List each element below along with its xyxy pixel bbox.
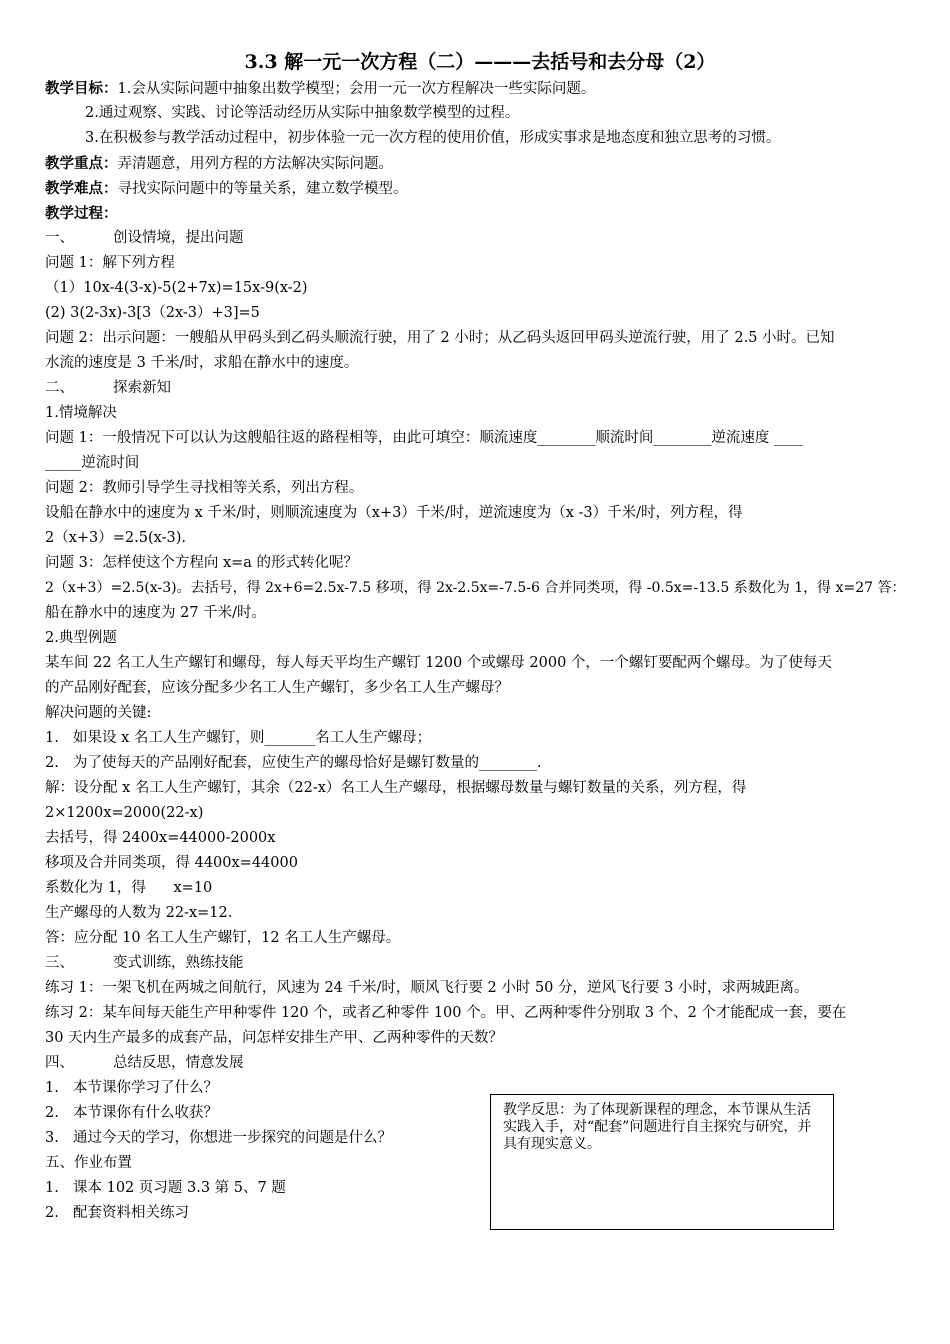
s1-equation-1: （1）10x-4(3-x)-5(2+7x)=15x-9(x-2) bbox=[45, 280, 308, 296]
list-text: 为了使每天的产品刚好配套，应使生产的螺母恰好是螺钉数量的________. bbox=[73, 755, 542, 771]
section-1-number: 一、 bbox=[45, 230, 74, 246]
s2-question-1a: 问题 1：一般情况下可以认为这艘船往返的路程相等，由此可填空：顺流速度________顺流时间________逆流速度 ____ bbox=[45, 430, 803, 446]
section-2-heading bbox=[45, 376, 915, 401]
s2-step-4: 系数化为 1，得 x=10 bbox=[45, 880, 213, 896]
difficulty-text: 寻找实际问题中的等量关系，建立数学模型。 bbox=[117, 181, 408, 197]
list-number: 1. bbox=[45, 1080, 59, 1096]
keypoint-line bbox=[45, 151, 915, 176]
list-text: 课本 102 页习题 3.3 第 5、7 题 bbox=[73, 1180, 286, 1196]
s2-step-1: 2×1200x=2000(22-x) bbox=[45, 805, 204, 821]
section-2-title: 探索新知 bbox=[113, 380, 171, 396]
goal-3: 3.在积极参与教学活动过程中，初步体验一元一次方程的使用价值，形成实事求是地态度和独立思考的习惯。 bbox=[85, 130, 781, 146]
difficulty-line bbox=[45, 176, 915, 201]
list-number: 2. bbox=[45, 1205, 59, 1221]
s2-solution-1: 2（x+3）=2.5(x-3)。去括号，得 2x+6=2.5x-7.5 移项，得 2x-2.5x=-7.5-6 合并同类项，得 -0.5x=-13.5 系数化为 1，得 x=27 答： bbox=[45, 580, 906, 596]
s1-question-1: 问题 1：解下列方程 bbox=[45, 255, 175, 271]
s2-step-5: 生产螺母的人数为 22-x=12. bbox=[45, 905, 233, 921]
reflection-box bbox=[490, 1094, 834, 1230]
keypoint-text: 弄清题意，用列方程的方法解决实际问题。 bbox=[117, 156, 393, 172]
list-text: 本节课你有什么收获？ bbox=[73, 1105, 218, 1121]
s2-question-2: 问题 2：教师引导学生寻找相等关系，列出方程。 bbox=[45, 480, 364, 496]
list-number: 1. bbox=[45, 730, 59, 746]
process-label: 教学过程： bbox=[45, 205, 118, 222]
s2-subheading-1: 1.情境解决 bbox=[45, 405, 117, 421]
section-2-number: 二、 bbox=[45, 380, 74, 396]
s2-subheading-2: 2.典型例题 bbox=[45, 630, 117, 646]
s2-key-label: 解决问题的关键: bbox=[45, 705, 152, 721]
list-text: 配套资料相关练习 bbox=[73, 1205, 189, 1221]
document-page bbox=[45, 48, 915, 1226]
list-text: 如果设 x 名工人生产螺钉，则_______名工人生产螺母； bbox=[73, 730, 432, 746]
s2-answer: 答：应分配 10 名工人生产螺钉，12 名工人生产螺母。 bbox=[45, 930, 401, 946]
s2-question-1b: _____逆流时间 bbox=[45, 455, 140, 471]
section-4-title: 总结反思，情意发展 bbox=[113, 1055, 244, 1071]
s3-practice-2a: 练习 2：某车间每天能生产甲种零件 120 个，或者乙种零件 100 个。甲、乙两种零件分别取 3 个、2 个才能配成一套，要在 bbox=[45, 1005, 847, 1021]
section-5-heading: 五、作业布置 bbox=[45, 1155, 132, 1171]
goals-line-1 bbox=[45, 76, 915, 101]
list-number: 3. bbox=[45, 1130, 59, 1146]
s3-practice-2b: 30 天内生产最多的成套产品，问怎样安排生产甲、乙两种零件的天数？ bbox=[45, 1030, 504, 1046]
s1-question-2a: 问题 2：出示问题：一艘船从甲码头到乙码头顺流行驶，用了 2 小时；从乙码头返回甲码头逆流行驶，用了 2.5 小时。已知 bbox=[45, 330, 835, 346]
section-3-heading bbox=[45, 951, 915, 976]
list-number: 2. bbox=[45, 755, 59, 771]
section-4-heading bbox=[45, 1051, 915, 1076]
page-title: 3.3 解一元一次方程（二）———去括号和去分母（2） bbox=[244, 51, 716, 73]
goal-2: 2.通过观察、实践、讨论等活动经历从实际中抽象数学模型的过程。 bbox=[85, 105, 520, 121]
s2-question-3: 问题 3：怎样使这个方程向 x=a 的形式转化呢？ bbox=[45, 555, 359, 571]
section-1-title: 创设情境，提出问题 bbox=[113, 230, 244, 246]
s2-step-3: 移项及合并同类项，得 4400x=44000 bbox=[45, 855, 298, 871]
section-1-heading bbox=[45, 226, 915, 251]
goal-1: 1.会从实际问题中抽象出数学模型；会用一元一次方程解决一些实际问题。 bbox=[117, 81, 596, 97]
difficulty-label: 教学难点： bbox=[45, 180, 118, 197]
section-3-number: 三、 bbox=[45, 955, 74, 971]
list-text: 本节课你学习了什么？ bbox=[73, 1080, 218, 1096]
s1-equation-2: (2) 3(2-3x)-3[3（2x-3）+3]=5 bbox=[45, 305, 260, 321]
s2-example-2: 的产品刚好配套，应该分配多少名工人生产螺钉，多少名工人生产螺母？ bbox=[45, 680, 509, 696]
section-3-title: 变式训练，熟练技能 bbox=[113, 955, 244, 971]
s2-key-item-1 bbox=[45, 726, 915, 751]
s1-question-2b: 水流的速度是 3 千米/时，求船在静水中的速度。 bbox=[45, 355, 359, 371]
list-number: 2. bbox=[45, 1105, 59, 1121]
s2-step-2: 去括号，得 2400x=44000-2000x bbox=[45, 830, 276, 846]
s2-key-item-2 bbox=[45, 751, 915, 776]
list-text: 通过今天的学习，你想进一步探究的问题是什么？ bbox=[73, 1130, 392, 1146]
s3-practice-1: 练习 1：一架飞机在两城之间航行，风速为 24 千米/时，顺风飞行要 2 小时 50 分，逆风飞行要 3 小时，求两城距离。 bbox=[45, 980, 809, 996]
s2-setup: 设船在静水中的速度为 x 千米/时，则顺流速度为（x+3）千米/时，逆流速度为（x -3）千米/时，列方程，得 bbox=[45, 505, 743, 521]
list-number: 1. bbox=[45, 1180, 59, 1196]
s2-equation: 2（x+3）=2.5(x-3). bbox=[45, 530, 186, 546]
s2-solve: 解：设分配 x 名工人生产螺钉，其余（22-x）名工人生产螺母，根据螺母数量与螺钉数量的关系，列方程，得 bbox=[45, 780, 747, 796]
s2-example-1: 某车间 22 名工人生产螺钉和螺母，每人每天平均生产螺钉 1200 个或螺母 2000 个，一个螺钉要配两个螺母。为了使每天 bbox=[45, 655, 832, 671]
s2-solution-2: 船在静水中的速度为 27 千米/时。 bbox=[45, 605, 267, 621]
reflection-text: 教学反思：为了体现新课程的理念，本节课从生活实践入手，对“配套”问题进行自主探究与研究，并具有现实意义。 bbox=[503, 1102, 812, 1152]
keypoint-label: 教学重点： bbox=[45, 155, 118, 172]
goals-label: 教学目标： bbox=[45, 80, 118, 97]
section-4-number: 四、 bbox=[45, 1055, 74, 1071]
